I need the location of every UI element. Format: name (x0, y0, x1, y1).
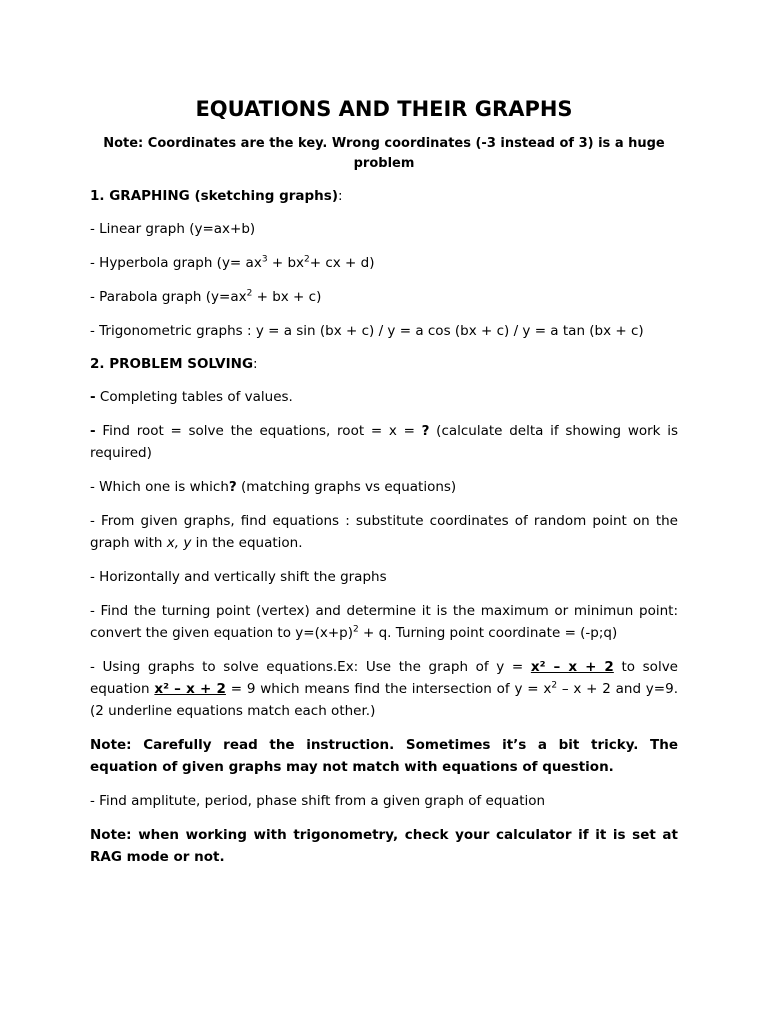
list-item-from-graphs (90, 510, 678, 554)
list-item-which-one (90, 476, 678, 498)
tables-text: Completing tables of values. (95, 389, 293, 405)
list-item-turning-point (90, 600, 678, 644)
section-graphing-colon: : (338, 188, 343, 204)
root-text-b: (calculate delta if showing work is required) (90, 423, 678, 461)
using-graphs-exponent-2: 2 (551, 680, 558, 691)
note-instruction: Note: Carefully read the instruction. Sometimes it’s a bit tricky. The equation of given graphs may not match with equations of question. (90, 737, 678, 775)
top-note: Note: Coordinates are the key. Wrong coordinates (-3 instead of 3) is a huge problem (103, 136, 665, 171)
using-graphs-text-d: – x + 2 and y=9. (2 underline equations match each other.) (90, 681, 678, 719)
underlined-equation-2: x² – x + 2 (154, 681, 226, 697)
hyperbola-text-b: + bx (267, 255, 304, 271)
list-item-find-root (90, 420, 678, 464)
list-item-linear: - Linear graph (y=ax+b) (90, 221, 256, 237)
underlined-equation-1: x² – x + 2 (530, 659, 614, 675)
section-graphing-title: 1. GRAPHING (sketching graphs) (90, 188, 338, 204)
list-item-shift: - Horizontally and vertically shift the graphs (90, 569, 387, 585)
from-graphs-xy: x, y (166, 535, 192, 551)
list-item-trigonometric: - Trigonometric graphs : y = a sin (bx + c) / y = a cos (bx + c) / y = a tan (bx + c) (90, 323, 644, 339)
hyperbola-exponent-3: 3 (261, 254, 268, 265)
list-item-tables (90, 386, 678, 408)
root-text-a: Find root = solve the equations, root = x = (95, 423, 422, 439)
hyperbola-text-c: + cx + d) (309, 255, 375, 271)
turning-text-a: - Find the turning point (vertex) and determine it is the maximum or minimun point: convert the given equation to y=(x+p) (90, 603, 678, 641)
list-item-hyperbola (90, 252, 678, 274)
section-problem-solving-colon: : (253, 356, 258, 372)
list-item-parabola (90, 286, 678, 308)
section-graphing-heading (90, 186, 678, 206)
root-question-mark: ? (421, 423, 430, 439)
using-graphs-text-a: - Using graphs to solve equations.Ex: Use the graph of y = (90, 659, 531, 675)
section-problem-solving-title: 2. PROBLEM SOLVING (90, 356, 254, 372)
section-problem-solving-heading (90, 354, 678, 374)
parabola-exponent-2: 2 (246, 288, 253, 299)
using-graphs-text-b: to solve equation (90, 659, 678, 697)
which-text-b: (matching graphs vs equations) (236, 479, 457, 495)
which-text-a: - Which one is which (90, 479, 229, 495)
turning-exponent-2: 2 (352, 624, 359, 635)
list-item-using-graphs (90, 656, 678, 722)
tables-dash: - (90, 389, 96, 405)
turning-text-b: + q. Turning point coordinate = (-p;q) (358, 625, 618, 641)
list-item-amplitude: - Find amplitute, period, phase shift from a given graph of equation (90, 793, 546, 809)
hyperbola-exponent-2: 2 (304, 254, 310, 265)
page-title: EQUATIONS AND THEIR GRAPHS (195, 97, 573, 121)
which-question-mark: ? (228, 479, 237, 495)
parabola-text-a: - Parabola graph (y=ax (90, 289, 247, 305)
using-graphs-text-c: = 9 which means find the intersection of y = x (225, 681, 552, 697)
parabola-text-b: + bx + c) (252, 289, 322, 305)
note-trigonometry: Note: when working with trigonometry, check your calculator if it is set at RAG mode or not. (90, 827, 678, 865)
root-dash: - (90, 423, 96, 439)
hyperbola-text-a: - Hyperbola graph (y= ax (90, 255, 262, 271)
from-graphs-text-a: - From given graphs, find equations : substitute coordinates of random point on the graph with (90, 513, 678, 551)
from-graphs-text-b: in the equation. (191, 535, 303, 551)
